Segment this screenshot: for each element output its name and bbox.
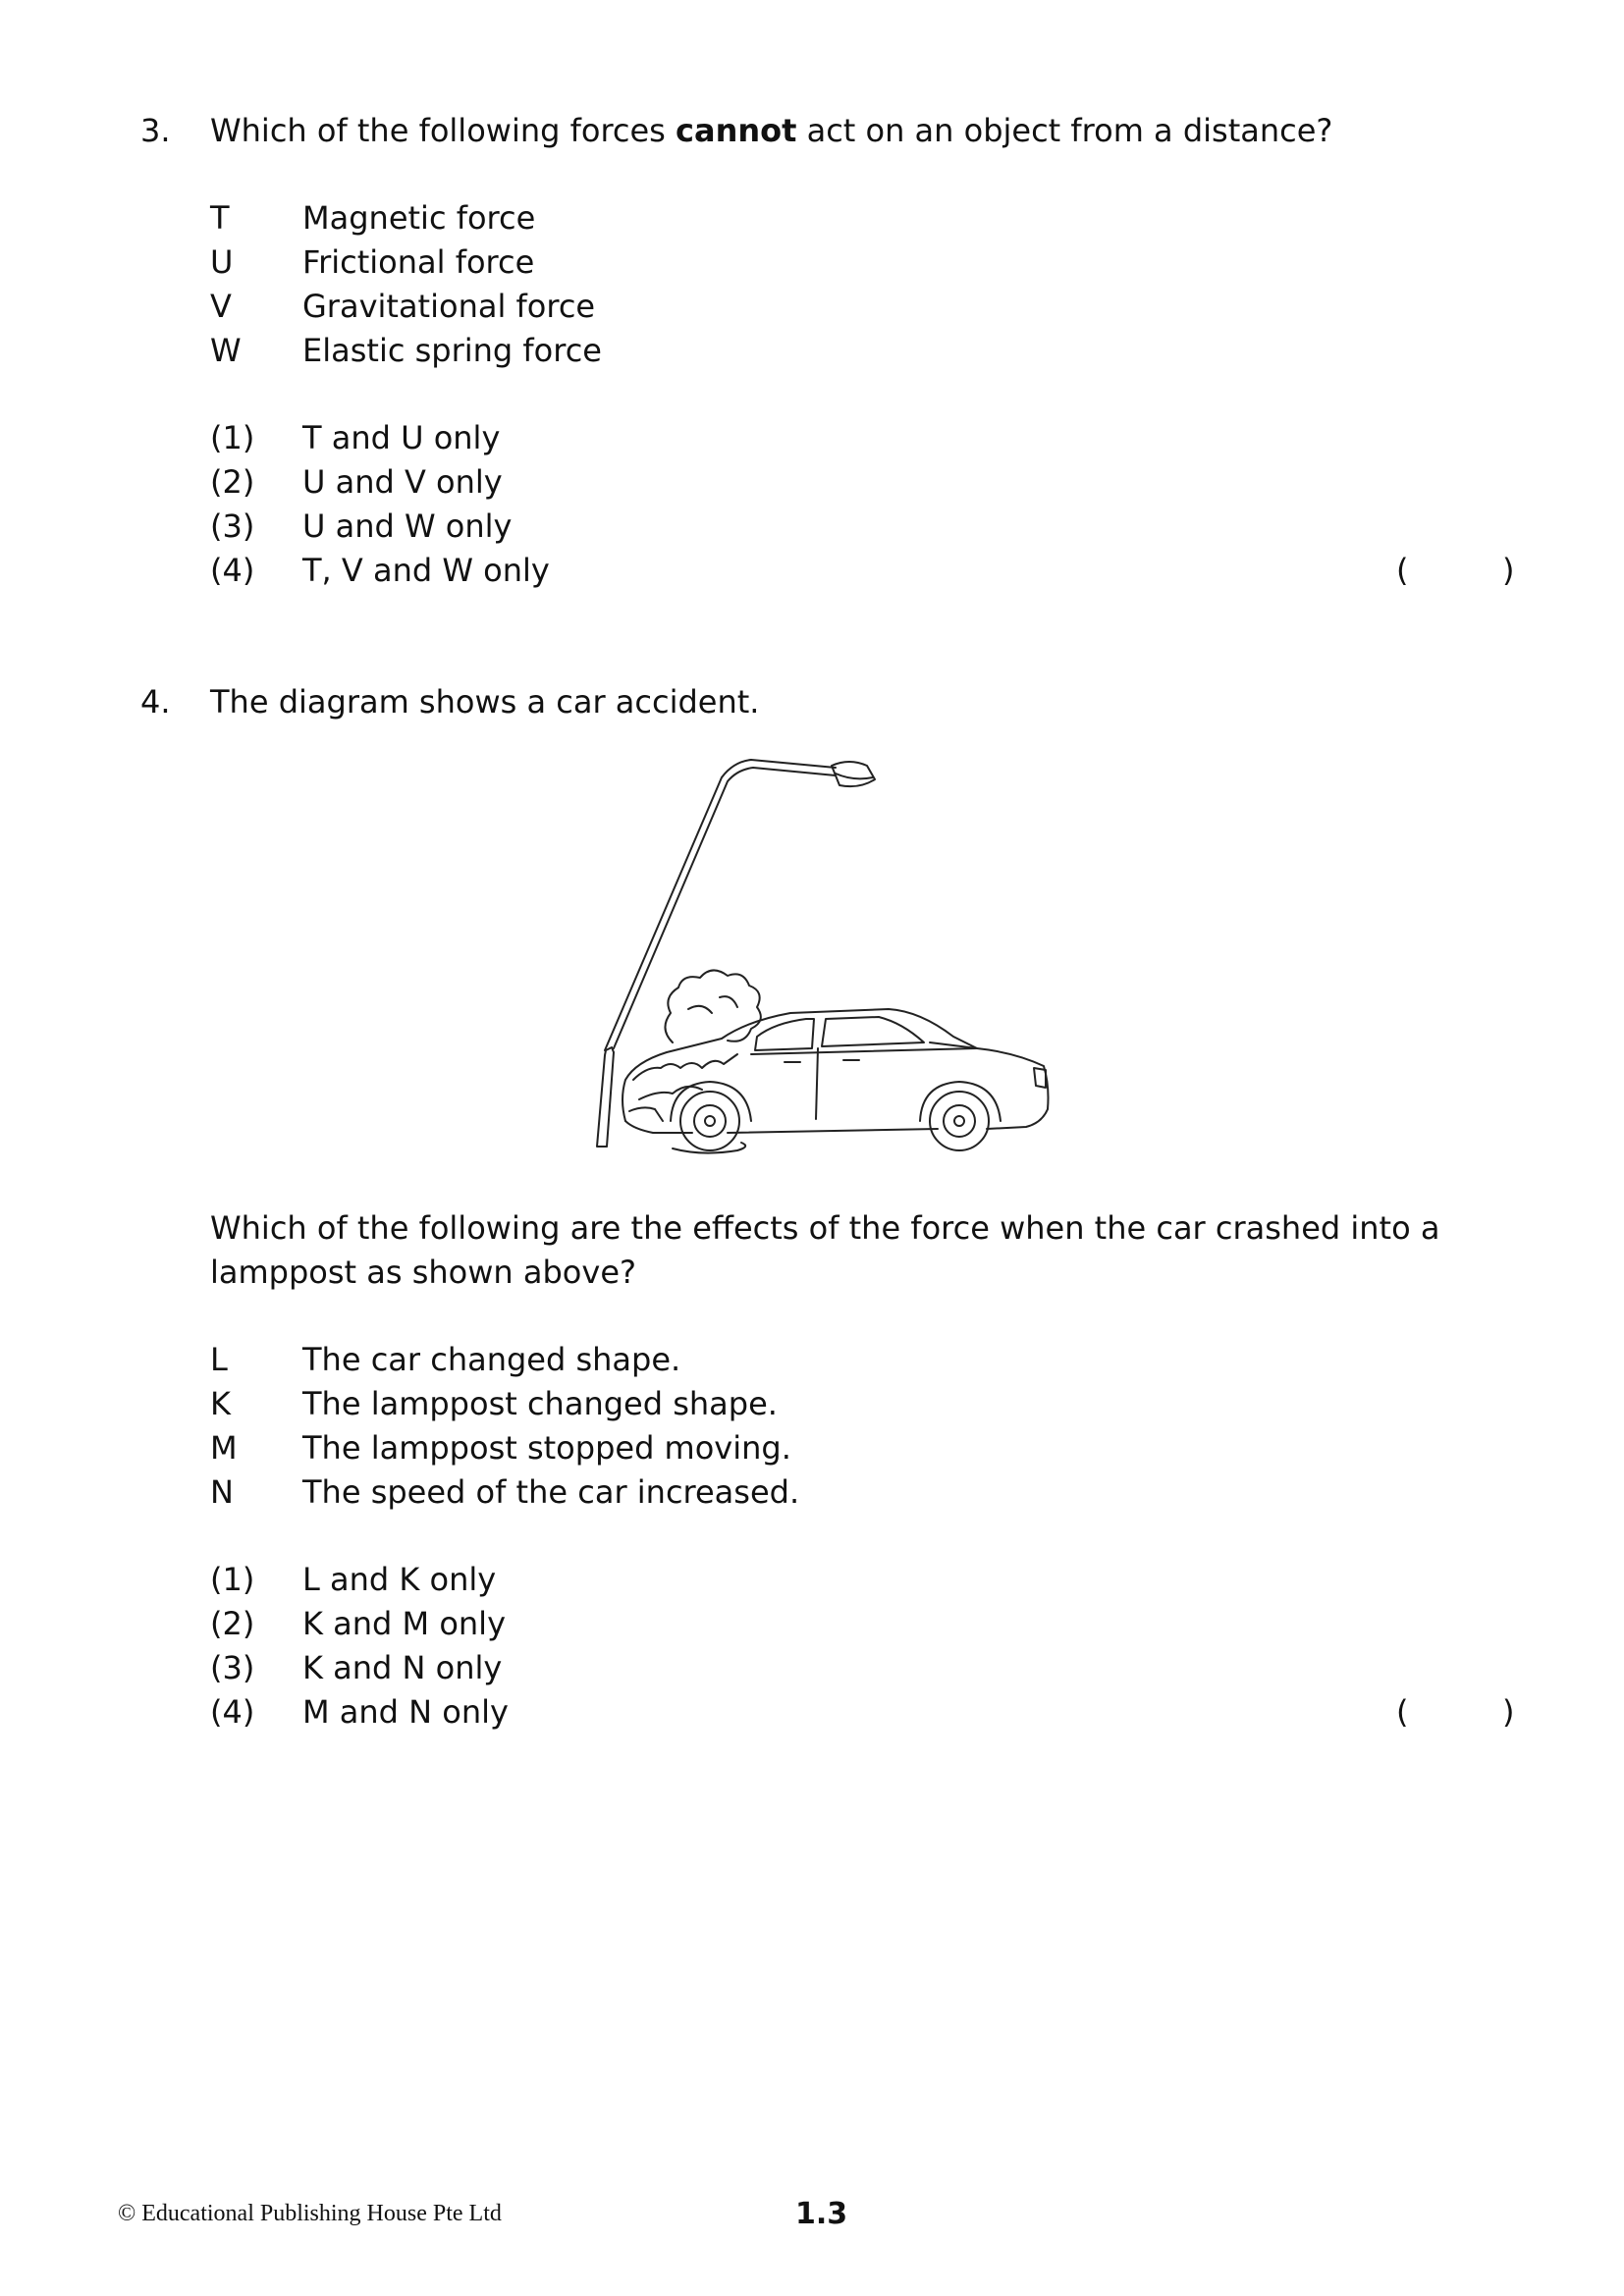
page-number: 1.3 bbox=[795, 2197, 848, 2231]
statement-label: K bbox=[210, 1385, 231, 1422]
statement-label: N bbox=[210, 1473, 234, 1511]
statement-text: The lamppost stopped moving. bbox=[302, 1429, 791, 1467]
answer-bracket-open: ( bbox=[1396, 1693, 1409, 1731]
smoke-illustration bbox=[665, 970, 760, 1042]
statement-text: The lamppost changed shape. bbox=[302, 1385, 778, 1422]
question-number: 4. bbox=[140, 683, 171, 721]
car-illustration bbox=[623, 1009, 1049, 1153]
option-text: T, V and W only bbox=[302, 552, 550, 589]
option-label: (1) bbox=[210, 419, 255, 456]
answer-bracket-close: ) bbox=[1502, 552, 1515, 589]
car-accident-diagram bbox=[565, 756, 1075, 1168]
statement-text: The speed of the car increased. bbox=[302, 1473, 800, 1511]
question-stem: Which of the following forces cannot act on an object from a distance? bbox=[210, 112, 1333, 149]
statement-text: Gravitational force bbox=[302, 288, 596, 325]
option-text: K and N only bbox=[302, 1649, 503, 1686]
option-text: K and M only bbox=[302, 1605, 506, 1642]
option-label: (1) bbox=[210, 1561, 255, 1598]
option-text: U and W only bbox=[302, 507, 513, 545]
answer-bracket-close: ) bbox=[1502, 1693, 1515, 1731]
question-text-line-2: lamppost as shown above? bbox=[210, 1254, 636, 1291]
statement-text: Magnetic force bbox=[302, 199, 536, 237]
statement-label: W bbox=[210, 332, 242, 369]
option-label: (4) bbox=[210, 1693, 255, 1731]
statement-label: V bbox=[210, 288, 232, 325]
statement-label: L bbox=[210, 1341, 228, 1378]
option-label: (2) bbox=[210, 463, 255, 501]
copyright-notice: © Educational Publishing House Pte Ltd bbox=[118, 2201, 502, 2226]
option-text: L and K only bbox=[302, 1561, 497, 1598]
question-text-line-1: Which of the following are the effects of the force when the car crashed into a bbox=[210, 1209, 1440, 1247]
option-text: M and N only bbox=[302, 1693, 509, 1731]
statement-text: The car changed shape. bbox=[302, 1341, 681, 1378]
statement-text: Elastic spring force bbox=[302, 332, 602, 369]
option-label: (3) bbox=[210, 1649, 255, 1686]
option-text: U and V only bbox=[302, 463, 503, 501]
statement-label: U bbox=[210, 243, 234, 281]
statement-label: T bbox=[210, 199, 230, 237]
statement-text: Frictional force bbox=[302, 243, 535, 281]
statement-label: M bbox=[210, 1429, 238, 1467]
question-number: 3. bbox=[140, 112, 171, 149]
lamppost-illustration bbox=[597, 760, 875, 1147]
option-label: (2) bbox=[210, 1605, 255, 1642]
answer-bracket-open: ( bbox=[1396, 552, 1409, 589]
option-label: (3) bbox=[210, 507, 255, 545]
option-text: T and U only bbox=[302, 419, 501, 456]
option-label: (4) bbox=[210, 552, 255, 589]
question-stem: The diagram shows a car accident. bbox=[210, 683, 760, 721]
